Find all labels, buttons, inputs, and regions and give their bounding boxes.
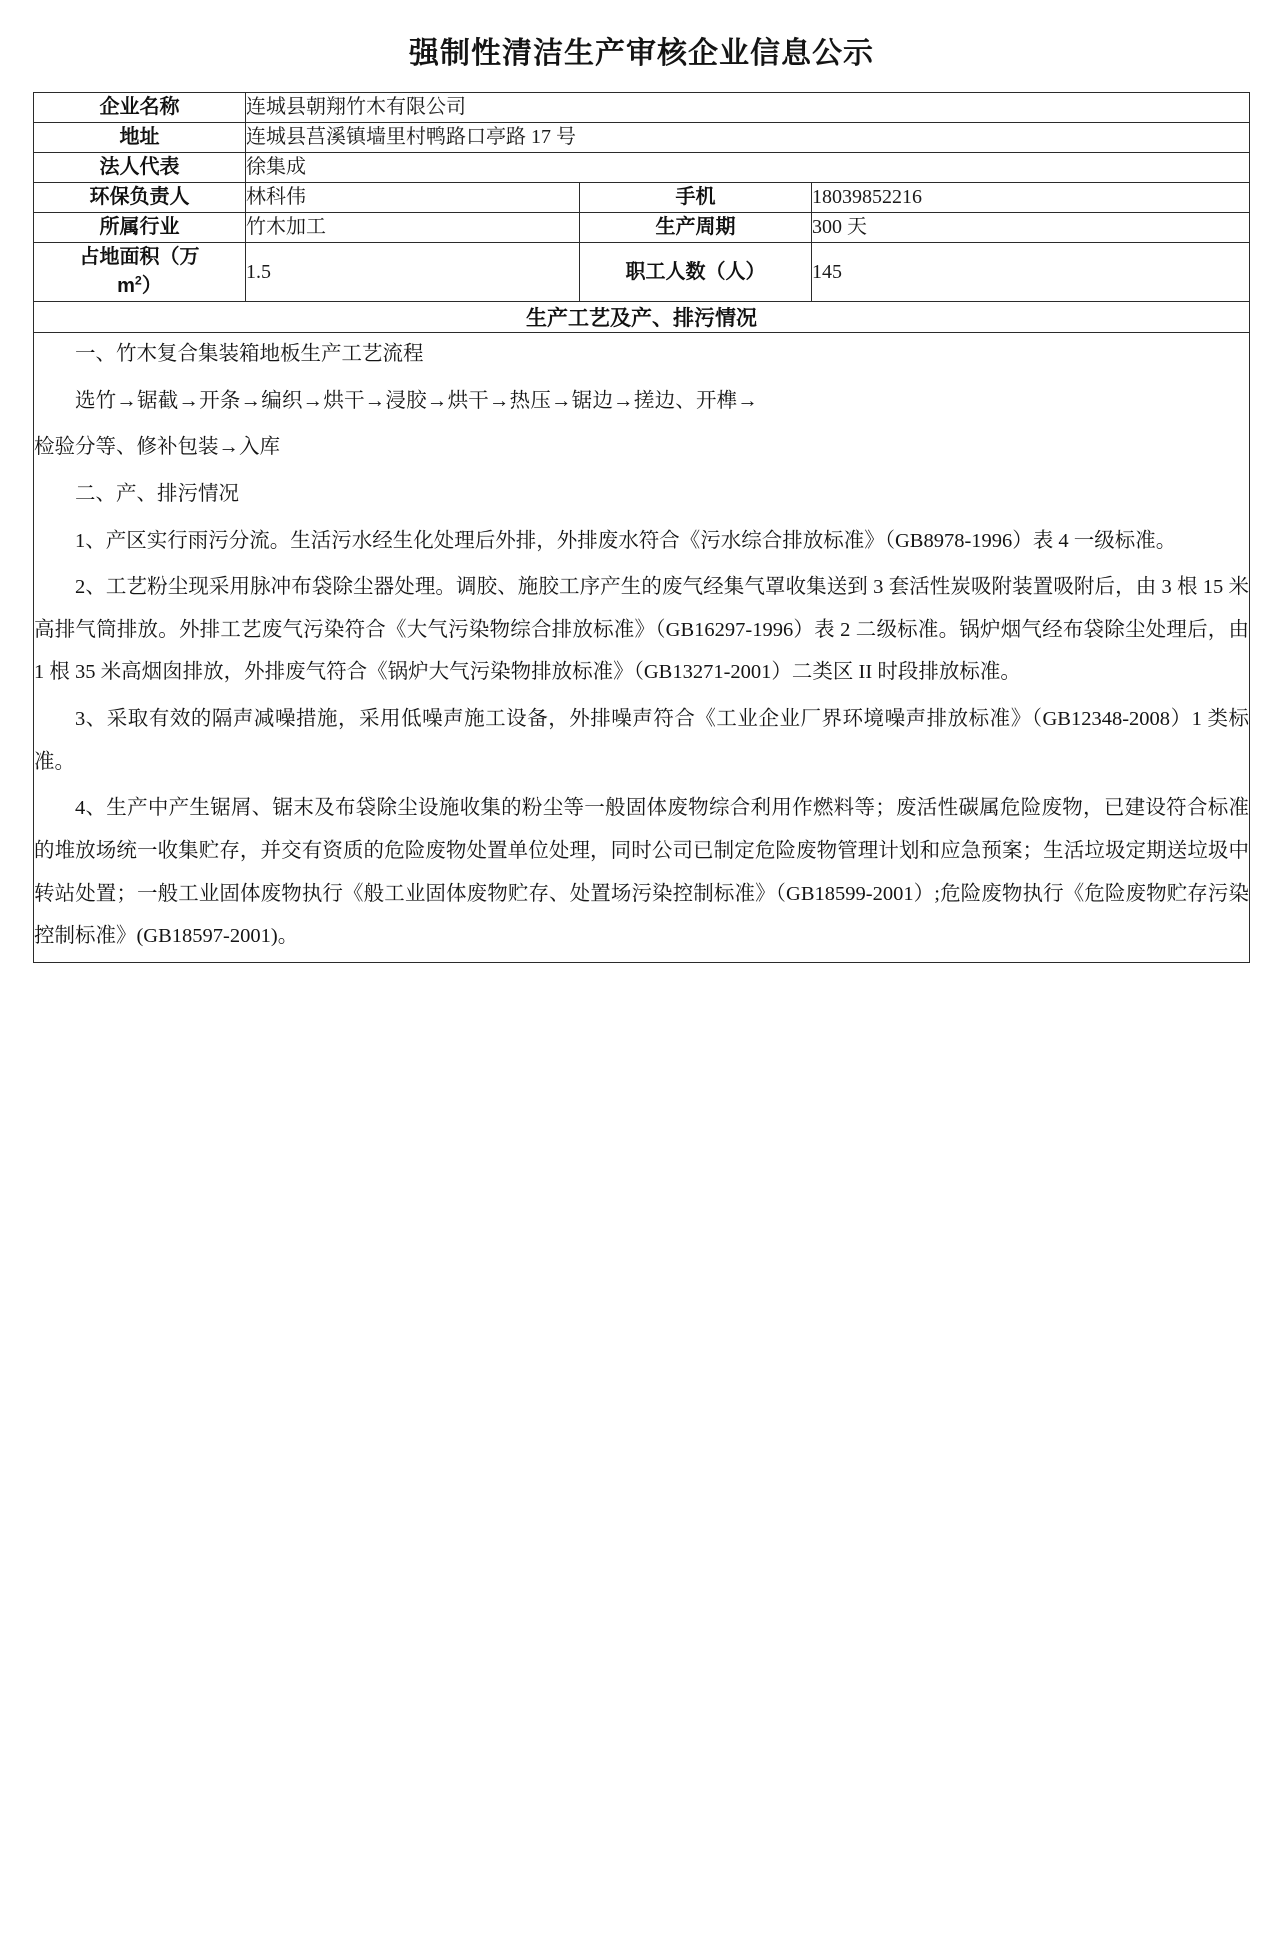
row-value-company-name: 连城县朝翔竹木有限公司 bbox=[245, 93, 1249, 123]
table-row bbox=[33, 333, 1249, 963]
row-label-mobile: 手机 bbox=[579, 183, 811, 213]
row-label-employee-count: 职工人数（人） bbox=[579, 243, 811, 302]
row-value-industry: 竹木加工 bbox=[245, 213, 579, 243]
row-label-env-manager: 环保负责人 bbox=[33, 183, 245, 213]
land-area-label-prefix: 占地面积（万 bbox=[79, 246, 200, 268]
row-label-company-name: 企业名称 bbox=[33, 93, 245, 123]
row-value-land-area: 1.5 bbox=[245, 243, 579, 302]
section-header-process-pollution: 生产工艺及产、排污情况 bbox=[33, 302, 1249, 333]
body-paragraph-2: 2、工艺粉尘现采用脉冲布袋除尘器处理。调胶、施胶工序产生的废气经集气罩收集送到 3 套活性炭吸附装置吸附后，由 3 根 15 米高排气筒排放。外排工艺废气污染符合《大气污染物综合排放标准》（GB16297-1996）表 2 二级标准。锅炉烟气经布袋除尘处理后，由 1 根 35 米高烟囱排放，外排废气符合《锅炉大气污染物排放标准》（GB13271-2001）二类区 II 时段排放标准。 bbox=[33, 576, 1250, 684]
land-area-exponent: 2 bbox=[134, 273, 142, 288]
row-label-address: 地址 bbox=[33, 123, 245, 153]
body-heading-2: 二、产、排污情况 bbox=[74, 482, 239, 505]
page-title: 强制性清洁生产审核企业信息公示 bbox=[409, 37, 874, 70]
row-value-mobile: 18039852216 bbox=[811, 183, 1249, 213]
row-value-legal-rep: 徐集成 bbox=[245, 153, 1249, 183]
body-paragraph-4: 4、生产中产生锯屑、锯末及布袋除尘设施收集的粉尘等一般固体废物综合利用作燃料等；废活性碳属危险废物，已建设符合标准的堆放场统一收集贮存，并交有资质的危险废物处置单位处理，同时公司已制定危险废物管理计划和应急预案；生活垃圾定期送垃圾中转站处置；一般工业固体废物执行《般工业固体废物贮存、处置场污染控制标准》（GB18599-2001）;危险废物执行《危险废物贮存污染控制标准》(GB18597-2001)。 bbox=[33, 797, 1250, 948]
table-row bbox=[33, 183, 1249, 213]
enterprise-info-table bbox=[33, 92, 1250, 963]
body-content-cell bbox=[33, 333, 1249, 963]
land-area-unit: m bbox=[117, 275, 135, 297]
row-value-env-manager: 林科伟 bbox=[245, 183, 579, 213]
table-row bbox=[33, 123, 1249, 153]
land-area-label-suffix: ） bbox=[141, 275, 162, 297]
row-label-legal-rep: 法人代表 bbox=[33, 153, 245, 183]
row-value-employee-count: 145 bbox=[811, 243, 1249, 302]
table-row bbox=[33, 213, 1249, 243]
row-value-address: 连城县莒溪镇墙里村鸭路口亭路 17 号 bbox=[245, 123, 1249, 153]
process-flow-line-1: 选竹→锯截→开条→编织→烘干→浸胶→烘干→热压→锯边→搓边、开榫→ bbox=[74, 389, 759, 412]
body-paragraph-3: 3、采取有效的隔声减噪措施，采用低噪声施工设备，外排噪声符合《工业企业厂界环境噪声排放标准》（GB12348-2008）1 类标准。 bbox=[33, 708, 1250, 773]
row-label-land-area bbox=[33, 243, 245, 302]
table-row bbox=[33, 153, 1249, 183]
table-row bbox=[33, 302, 1249, 333]
process-flow-line-2: 检验分等、修补包装→入库 bbox=[33, 436, 280, 459]
body-heading-1: 一、竹木复合集装箱地板生产工艺流程 bbox=[74, 343, 424, 365]
row-value-production-cycle: 300 天 bbox=[811, 213, 1249, 243]
row-label-production-cycle: 生产周期 bbox=[579, 213, 811, 243]
body-paragraph-1: 1、产区实行雨污分流。生活污水经生化处理后外排，外排废水符合《污水综合排放标准》（GB8978-1996）表 4 一级标准。 bbox=[74, 529, 1177, 552]
table-row bbox=[33, 93, 1249, 123]
row-label-industry: 所属行业 bbox=[33, 213, 245, 243]
table-row bbox=[33, 243, 1249, 302]
